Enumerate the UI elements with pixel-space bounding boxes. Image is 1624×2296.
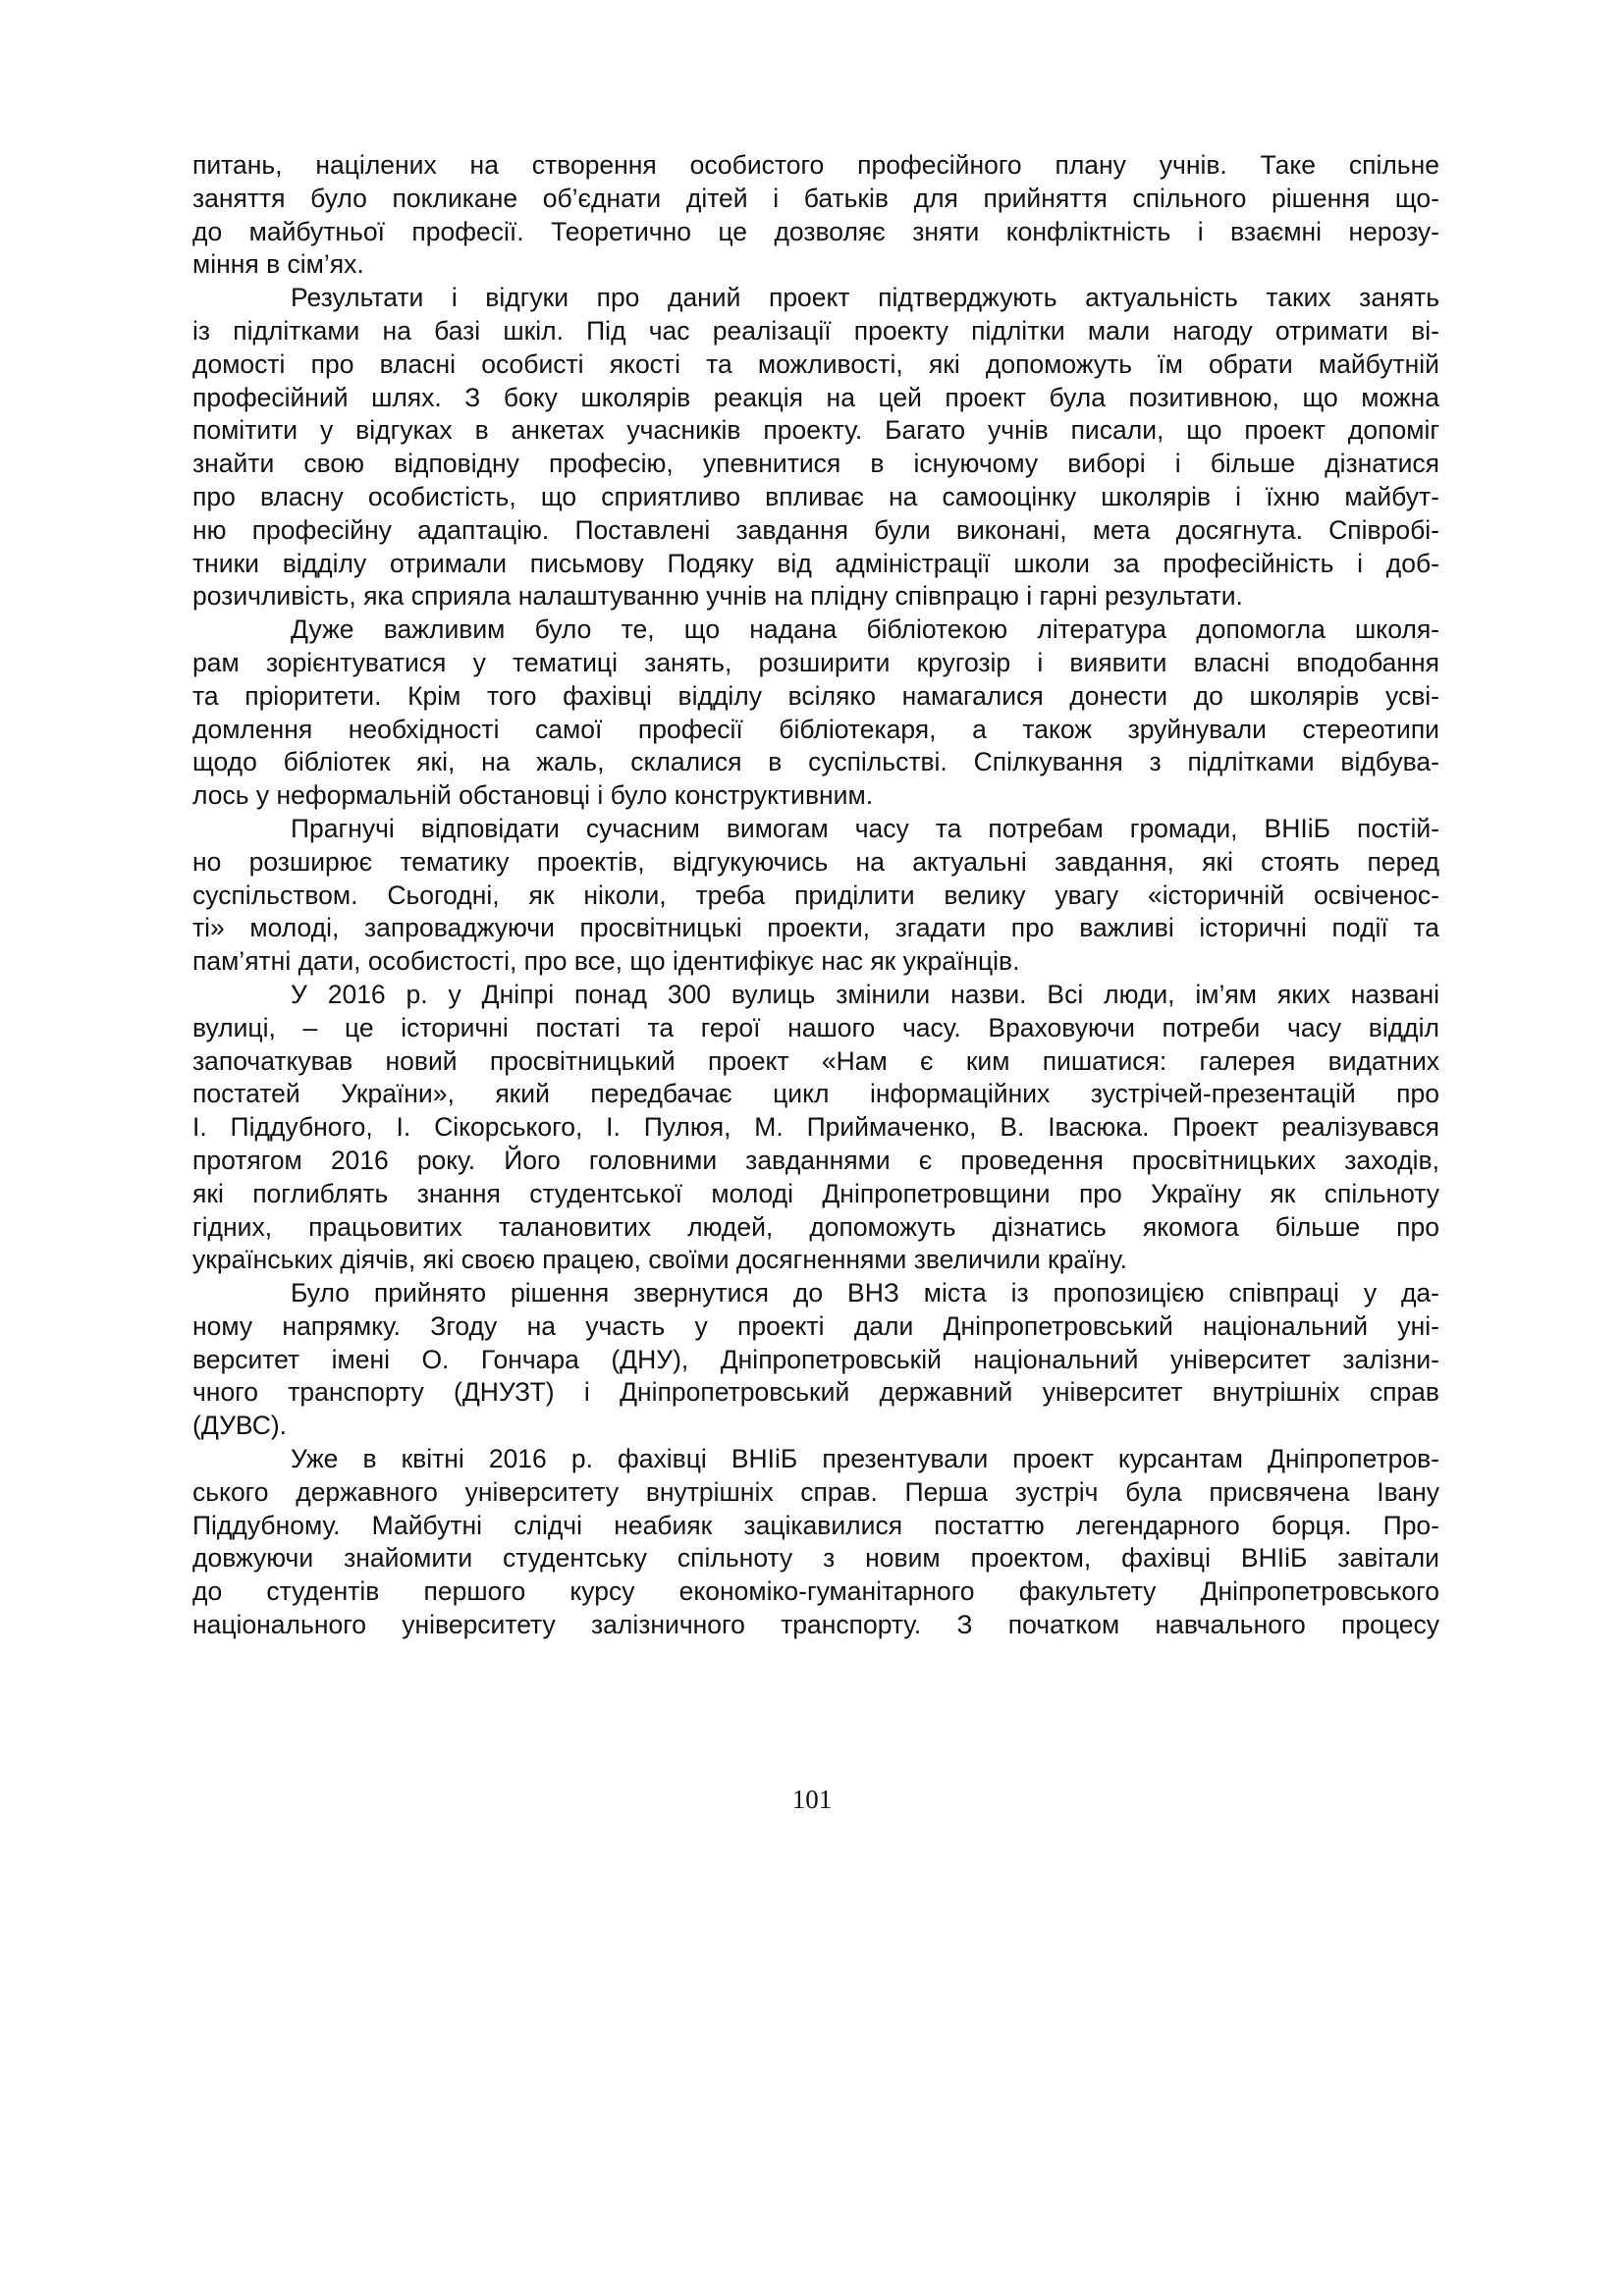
- text-line: постатей України», який передбачає цикл інформаційних зустрічей-презентацій про: [192, 1079, 1439, 1109]
- text-line: Уже в квітні 2016 р. фахівці ВНІіБ презентували проект курсантам Дніпропетров-: [291, 1444, 1439, 1474]
- text-line: до майбутньої професії. Теоретично це дозволяє зняти конфліктність і взаємні нерозу-: [192, 216, 1439, 246]
- text-line: із підлітками на базі шкіл. Під час реалізації проекту підлітки мали нагоду отримати ві-: [192, 315, 1439, 346]
- text-line: заняття було покликане об’єднати дітей і батьків для прийняття спільного рішення що-: [192, 183, 1439, 213]
- page-number: 101: [791, 1785, 833, 1814]
- text-line: щодо бібліотек які, на жаль, склалися в суспільстві. Спілкування з підлітками відбува-: [192, 747, 1439, 777]
- text-line: започаткував новий просвітницький проект «Нам є ким пишатися: галерея видатних: [192, 1045, 1439, 1076]
- text-line: Дуже важливим було те, що надана бібліотекою література допомогла школя-: [291, 614, 1439, 645]
- text-line: національного університету залізничного транспорту. З початком навчального процесу: [192, 1610, 1439, 1640]
- text-line: протягом 2016 року. Його головними завданнями є проведення просвітницьких заходів,: [192, 1145, 1439, 1175]
- text-line: рам зорієнтуватися у тематиці занять, розширити кругозір і виявити власні вподобання: [192, 647, 1439, 677]
- text-line: домості про власні особисті якості та можливості, які допоможуть їм обрати майбутній: [192, 348, 1439, 379]
- text-line: до студентів першого курсу економіко-гуманітарного факультету Дніпропетровського: [192, 1576, 1439, 1607]
- paragraph: [192, 1443, 1439, 1642]
- text-line: які поглиблять знання студентської молоді Дніпропетровщини про Україну як спільноту: [192, 1178, 1439, 1208]
- text-line: верситет імені О. Гончара (ДНУ), Дніпропетровській національний університет залізни-: [192, 1344, 1439, 1374]
- text-line: знайти свою відповідну професію, упевнитися в існуючому виборі і більше дізнатися: [192, 449, 1439, 479]
- text-line: міння в сім’ях.: [192, 249, 364, 280]
- paragraph: [192, 614, 1439, 813]
- text-line: суспільством. Сьогодні, як ніколи, треба приділити велику увагу «історичній освіченос-: [192, 880, 1439, 910]
- text-line: но розширює тематику проектів, відгукуючись на актуальні завдання, які стоять перед: [192, 846, 1439, 877]
- text-line: та пріоритети. Крім того фахівці відділу всіляко намагалися донести до школярів усві-: [192, 680, 1439, 711]
- paragraph: [192, 813, 1439, 979]
- text-line: про власну особистість, що сприятливо впливає на самооцінку школярів і їхню майбут-: [192, 481, 1439, 511]
- text-line: лось у неформальній обстановці і було конструктивним.: [192, 780, 874, 811]
- text-line: Було прийнято рішення звернутися до ВНЗ міста із пропозицією співпраці у да-: [291, 1278, 1439, 1308]
- text-line: ному напрямку. Згоду на участь у проекті дали Дніпропетровський національний уні-: [192, 1310, 1439, 1341]
- page-body: [192, 149, 1439, 1642]
- text-line: Прагнучі відповідати сучасним вимогам часу та потребам громади, ВНІіБ постій-: [291, 813, 1439, 843]
- text-line: помітити у відгуках в анкетах учасників проекту. Багато учнів писали, що проект допоміг: [192, 415, 1439, 446]
- text-line: Результати і відгуки про даний проект підтверджують актуальність таких занять: [291, 283, 1439, 313]
- text-line: тники відділу отримали письмову Подяку від адміністрації школи за професійність і доб-: [192, 548, 1439, 578]
- text-line: вулиці, – це історичні постаті та герої нашого часу. Враховуючи потреби часу відділ: [192, 1012, 1439, 1042]
- text-line: гідних, працьовитих талановитих людей, допоможуть дізнатись якомога більше про: [192, 1211, 1439, 1242]
- paragraph: [192, 149, 1439, 282]
- text-line: професійний шлях. З боку школярів реакція на цей проект була позитивною, що можна: [192, 382, 1439, 412]
- text-line: Піддубному. Майбутні слідчі неабияк зацікавилися постаттю легендарного борця. Про-: [192, 1510, 1439, 1540]
- text-line: ті» молоді, запроваджуючи просвітницькі проекти, згадати про важливі історичні події та: [192, 913, 1439, 943]
- text-line: питань, націлених на створення особистого професійного плану учнів. Таке спільне: [192, 150, 1439, 180]
- text-line: І. Піддубного, І. Сікорського, І. Пулюя, М. Приймаченко, В. Івасюка. Проект реалізувався: [192, 1112, 1439, 1143]
- text-line: українських діячів, які своєю працею, своїми досягненнями звеличили країну.: [192, 1245, 1128, 1275]
- text-line: (ДУВС).: [192, 1411, 288, 1441]
- paragraph: [192, 1277, 1439, 1443]
- text-line: домлення необхідності самої професії бібліотекаря, а також зруйнували стереотипи: [192, 714, 1439, 744]
- text-line: ню професійну адаптацію. Поставлені завдання були виконані, мета досягнута. Співробі-: [192, 514, 1439, 545]
- text-line: розичливість, яка сприяла налаштуванню учнів на плідну співпрацю і гарні результати.: [192, 581, 1243, 612]
- paragraph: [192, 282, 1439, 614]
- text-line: довжуючи знайомити студентську спільноту з новим проектом, фахівці ВНІіБ завітали: [192, 1543, 1439, 1574]
- text-line: чного транспорту (ДНУЗТ) і Дніпропетровський державний університет внутрішніх справ: [192, 1377, 1439, 1408]
- paragraph: [192, 979, 1439, 1277]
- text-line: ського державного університету внутрішніх справ. Перша зустріч була присвячена Івану: [192, 1476, 1439, 1507]
- text-line: пам’ятні дати, особистості, про все, що ідентифікує нас як українців.: [192, 946, 1020, 977]
- text-line: У 2016 р. у Дніпрі понад 300 вулиць змінили назви. Всі люди, ім’ям яких названі: [291, 979, 1439, 1009]
